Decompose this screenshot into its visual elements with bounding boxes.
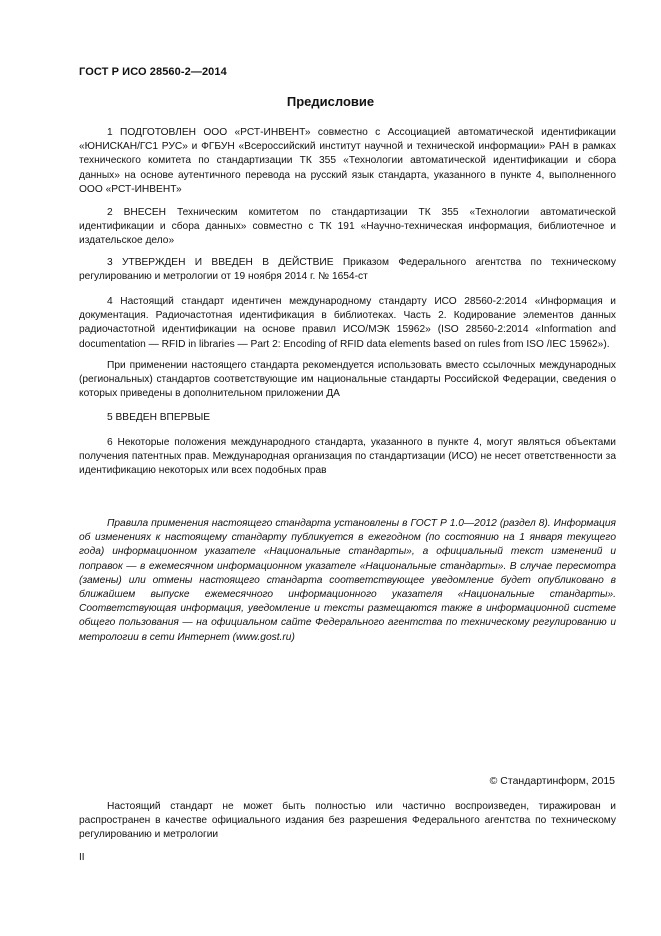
clause-1: 1 ПОДГОТОВЛЕН ООО «РСТ-ИНВЕНТ» совместно с Ассоциацией автоматической идентификации «ЮНИСКАН/ГС1 РУС» и ФГБУН «Всероссийский институт научной и технической информации» РАН в рамках технического комитета по стандартизации ТК 355 «Технологии автоматической идентификации и сбора данных» на основе аутентичного перевода на русский язык стандарта, указанного в пункте 4, выполненного ООО «РСТ-ИНВЕНТ»	[79, 127, 616, 195]
reproduction-notice: Настоящий стандарт не может быть полностью или частично воспроизведен, тиражирован и распространен в качестве официального издания без разрешения Федерального агентства по техническому регулированию и метрологии	[79, 801, 616, 841]
clause-2: 2 ВНЕСЕН Техническим комитетом по стандартизации ТК 355 «Технологии автоматической идентификации и сбора данных» совместно с ТК 191 «Научно-техническая информация, библиотечное и издательское дело»	[79, 207, 616, 247]
application-rules-note: Правила применения настоящего стандарта установлены в ГОСТ Р 1.0—2012 (раздел 8). Информация об изменениях к настоящему стандарту публикуется в ежегодном (по состоянию на 1 января текущего года) информационном указателе «Национальные стандарты», а официальный текст изменений и поправок — в ежемесячном информационном указателе «Национальные стандарты». В случае пересмотра (замены) или отмены настоящего стандарта соответствующее уведомление будет опубликовано в ближайшем выпуске ежемесячного информационного указателя «Национальные стандарты». Соответствующая информация, уведомление и тексты размещаются также в информационной системе общего пользования — на официальном сайте Федерального агентства по техническому регулированию и метрологии в сети Интернет (www.gost.ru)	[79, 518, 616, 643]
page-title: Предисловие	[286, 94, 375, 109]
page-number: II	[79, 852, 85, 863]
clause-5: 5 ВВЕДЕН ВПЕРВЫЕ	[107, 412, 211, 423]
clause-4: 4 Настоящий стандарт идентичен международному стандарту ИСО 28560-2:2014 «Информация и документация. Радиочастотная идентификация в библиотеках. Часть 2. Кодирование элементов данных радиочастотной идентификации на основе правил ИСО/МЭК 15962» (ISO 28560-2:2014 «Information and documentation — RFID in libraries — Part 2: Encoding of RFID data elements based on rules from ISO /IEC 15962»).	[79, 296, 616, 350]
clause-4-note: При применении настоящего стандарта рекомендуется использовать вместо ссылочных международных (региональных) стандартов соответствующие им национальные стандарты Российской Федерации, сведения о которых приведены в дополнительном приложении ДА	[79, 360, 616, 400]
clause-3: 3 УТВЕРЖДЕН И ВВЕДЕН В ДЕЙСТВИЕ Приказом Федерального агентства по техническому регулированию и метрологии от 19 ноября 2014 г. № 1654-ст	[79, 257, 616, 283]
copyright-line: © Стандартинформ, 2015	[489, 775, 615, 787]
standard-designation: ГОСТ Р ИСО 28560-2—2014	[79, 66, 227, 78]
clause-6: 6 Некоторые положения международного стандарта, указанного в пункте 4, могут являться объектами получения патентных прав. Международная организация по стандартизации (ИСО) не несет ответственности за идентификацию некоторых или всех подобных прав	[79, 437, 616, 477]
